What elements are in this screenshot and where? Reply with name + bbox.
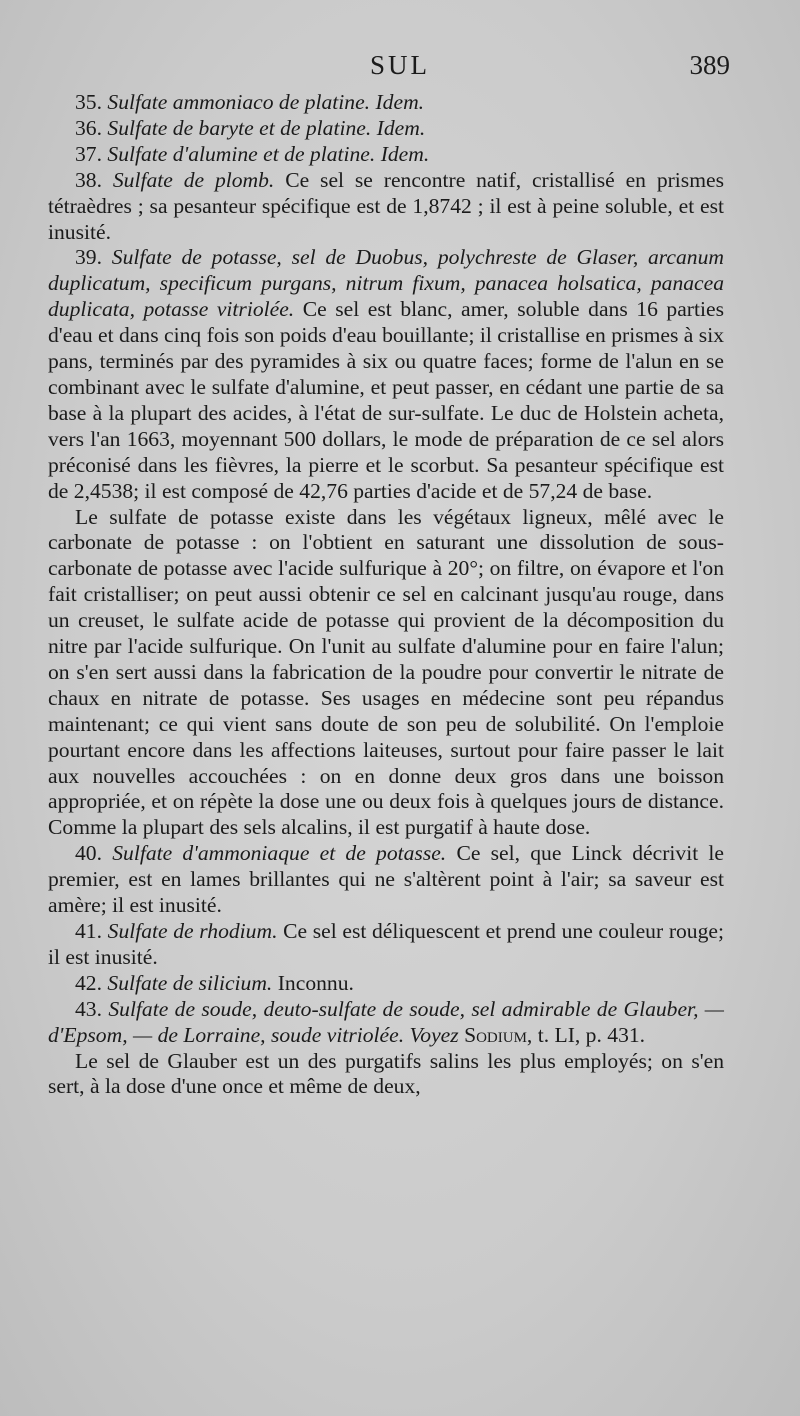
entry-title: Sulfate de baryte et de platine. — [107, 115, 372, 140]
entry-text: Ce sel se rencontre natif, cristallisé en prismes tétraèdres ; sa pesanteur spécifique est de 1,8742 ; il est à peine soluble, et est inusité. — [48, 167, 724, 244]
entry-39 — [48, 245, 724, 504]
entry-number: 41. — [75, 919, 102, 943]
page-body — [48, 90, 724, 1100]
entry-text: Ce sel est déliquescent et prend une couleur rouge; il est inusité. — [48, 919, 724, 969]
cross-reference-location: , t. LI, p. 431. — [526, 1022, 646, 1047]
entry-number: 42. — [75, 970, 102, 995]
entry-title: Sulfate de potasse, sel de Duobus, polychreste de Glaser, arcanum duplicatum, specificum purgans, nitrum fixum, panacea holsatica, panacea duplicata, potasse vitriolée. — [48, 245, 724, 322]
entry-text: Idem. — [371, 115, 426, 140]
entry-title: Sulfate de rhodium. — [107, 919, 278, 943]
running-head: SUL — [369, 50, 430, 80]
entry-40 — [48, 841, 724, 919]
entry-number: 37. — [75, 141, 102, 166]
page-number: 389 — [689, 50, 730, 80]
entry-text: Ce sel est blanc, amer, soluble dans 16 parties d'eau et dans cinq fois son poids d'eau bouillante; il cristallise en prismes à six pans, terminés par des pyramides à six ou quatre faces; forme de l'alun en se combinant avec le sulfate d'alumine, et peut passer, en cédant une partie de sa base à la plupart des acides, à l'état de sur-sulfate. Le duc de Holstein acheta, vers l'an 1663, moyennant 500 dollars, le mode de préparation de ce sel alors préconisé dans les fièvres, la pierre et le scorbut. Sa pesanteur spécifique est de 2,4538; il est composé de 42,76 parties d'acide et de 57,24 de base. — [48, 297, 724, 503]
entry-35 — [48, 90, 724, 116]
entry-number: 39. — [75, 245, 102, 270]
paragraph-potasse: Le sulfate de potasse existe dans les végétaux ligneux, mêlé avec le carbonate de potasse : on l'obtient en saturant une dissolution de sous-carbonate de potasse avec l'acide sulfurique à 20°; on filtre, on évapore et l'on fait cristalliser; on peut aussi obtenir ce sel en calcinant jusqu'au rouge, dans un creuset, le sulfate acide de potasse qui provient de la décomposition du nitre par l'acide sulfurique. On l'unit au sulfate d'alumine pour en faire l'alun; on s'en sert aussi dans la fabrication de la poudre pour convertir le nitrate de chaux en nitrate de potasse. Ses usages en médecine sont peu répandus maintenant; ce qui vient sans doute de son peu de solubilité. On l'emploie pourtant encore dans les affections laiteuses, surtout pour faire passer le lait aux nouvelles accouchées : on en donne deux gros dans une boisson appropriée, et on répète la dose une ou deux fois à quelques jours de distance. Comme la plupart des sels alcalins, il est purgatif à haute dose. — [48, 504, 724, 840]
entry-number: 38. — [75, 167, 102, 192]
entry-title: Sulfate ammoniaco de platine. — [107, 90, 371, 114]
entry-number: 43. — [75, 996, 102, 1021]
entry-number: 36. — [75, 115, 102, 140]
entry-text: Inconnu. — [272, 970, 354, 995]
entry-text: Ce sel, que Linck décrivit le premier, est en lames brillantes qui ne s'altèrent point à l'air; sa saveur est amère; il est inusité. — [48, 841, 724, 918]
entry-38 — [48, 168, 724, 246]
entry-title: Sulfate d'alumine et de platine. — [107, 141, 376, 166]
entry-43 — [48, 997, 724, 1049]
page-header — [0, 50, 800, 90]
entry-number: 40. — [75, 841, 102, 866]
entry-41 — [48, 919, 724, 971]
entry-36 — [48, 116, 724, 142]
cross-reference: Sodium — [464, 1022, 527, 1047]
voyez-label: Voyez — [404, 1022, 465, 1047]
entry-text: Idem. — [370, 90, 425, 114]
entry-title: Sulfate de plomb. — [112, 167, 275, 192]
entry-text: Idem. — [375, 141, 430, 166]
entry-title: Sulfate de silicium. — [107, 970, 273, 995]
entry-42 — [48, 971, 724, 997]
entry-number: 35. — [75, 90, 102, 114]
paragraph-glauber: Le sel de Glauber est un des purgatifs salins les plus employés; on s'en sert, à la dose d'une once et même de deux, — [48, 1048, 724, 1099]
entry-37 — [48, 142, 724, 168]
entry-title: Sulfate de soude, deuto-sulfate de soude, sel admirable de Glauber, — d'Epsom, — de Lorraine, soude vitriolée. — [48, 996, 724, 1047]
entry-title: Sulfate d'ammoniaque et de potasse. — [112, 841, 447, 866]
